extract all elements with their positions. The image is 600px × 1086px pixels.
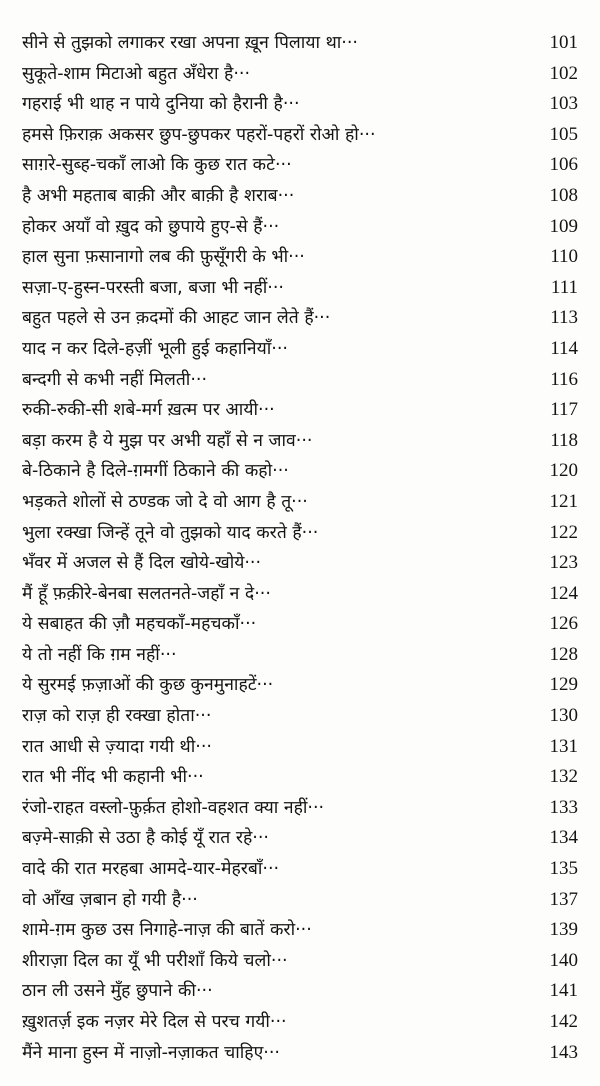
entry-title: रात आधी से ज़्यादा गयी थी··· — [22, 736, 212, 757]
toc-entry — [0, 212, 600, 243]
toc-entry — [0, 946, 600, 977]
entry-title: भुला रक्खा जिन्हें तूने वो तुझको याद करते हैं··· — [22, 522, 319, 543]
entry-title: ये तो नहीं कि ग़म नहीं··· — [22, 644, 177, 665]
toc-entry — [0, 518, 600, 549]
entry-title: वो आँख ज़बान हो गयी है··· — [22, 889, 198, 910]
entry-page-number: 124 — [549, 582, 578, 604]
entry-title: होकर अयाँ वो ख़ुद को छुपाये हुए-से हैं··· — [22, 216, 280, 237]
entry-title: हमसे फ़िराक़ अकसर छुप-छुपकर पहरों-पहरों रोओ हो··· — [22, 124, 376, 145]
entry-page-number: 108 — [549, 184, 578, 206]
entry-title: भड़कते शोलों से ठण्डक जो दे वो आग है तू··· — [22, 491, 308, 512]
toc-entry — [0, 579, 600, 610]
entry-title: बज़्मे-साक़ी से उठा है कोई यूँ रात रहे··· — [22, 828, 269, 849]
entry-page-number: 123 — [549, 552, 578, 574]
entry-page-number: 134 — [549, 827, 578, 849]
toc-entry — [0, 120, 600, 151]
toc-entry — [0, 365, 600, 396]
table-of-contents — [0, 28, 600, 1068]
entry-title: साग़रे-सुब्ह-चकाँ लाओ कि कुछ रात कटे··· — [22, 155, 292, 176]
entry-page-number: 143 — [549, 1041, 578, 1063]
entry-title: ये सबाहत की ज़ौ महचकाँ-महचकाँ··· — [22, 614, 257, 635]
entry-page-number: 141 — [549, 980, 578, 1002]
entry-title: भँवर में अजल से हैं दिल खोये-खोये··· — [22, 553, 262, 574]
toc-entry — [0, 732, 600, 763]
entry-title: बन्दगी से कभी नहीं मिलती··· — [22, 369, 208, 390]
entry-page-number: 113 — [550, 307, 578, 329]
entry-page-number: 110 — [550, 246, 578, 268]
entry-page-number: 102 — [549, 62, 578, 84]
entry-title: सीने से तुझको लगाकर रखा अपना ख़ून पिलाया था··· — [22, 33, 358, 53]
entry-title: बे-ठिकाने है दिले-ग़मगीं ठिकाने की कहो··· — [22, 461, 289, 482]
toc-entry — [0, 181, 600, 212]
entry-title: सुकूते-शाम मिटाओ बहुत अँधेरा है··· — [22, 63, 251, 84]
entry-title: रुकी-रुकी-सी शबे-मर्ग ख़त्म पर आयी··· — [22, 400, 275, 421]
entry-page-number: 142 — [549, 1011, 578, 1032]
entry-page-number: 111 — [550, 276, 578, 298]
entry-title: गहराई भी थाह न पाये दुनिया को हैरानी है··· — [22, 94, 300, 115]
entry-title: रंजो-राहत वस्लो-फ़ुर्क़त होशो-वहशत क्या नहीं··· — [22, 797, 325, 818]
entry-page-number: 106 — [549, 154, 578, 176]
entry-page-number: 105 — [549, 123, 578, 145]
entry-title: राज़ को राज़ ही रक्खा होता··· — [22, 706, 212, 727]
entry-page-number: 139 — [549, 919, 578, 941]
toc-entry — [0, 28, 600, 59]
entry-page-number: 137 — [549, 888, 578, 910]
toc-entry — [0, 426, 600, 457]
entry-title: ठान ली उसने मुँह छुपाने की··· — [22, 981, 213, 1002]
entry-title: है अभी महताब बाक़ी और बाक़ी है शराब··· — [22, 185, 295, 206]
toc-entry — [0, 640, 600, 671]
toc-entry — [0, 915, 600, 946]
entry-title: ये सुरमई फ़ज़ाओं की कुछ कुनमुनाहटें··· — [22, 675, 274, 696]
entry-title: हाल सुना फ़सानागो लब की फ़ुसूँगरी के भी··· — [22, 247, 305, 268]
entry-page-number: 130 — [549, 705, 578, 727]
toc-entry — [0, 59, 600, 90]
entry-page-number: 126 — [549, 613, 578, 635]
entry-page-number: 132 — [549, 766, 578, 788]
toc-entry — [0, 273, 600, 304]
toc-entry — [0, 609, 600, 640]
toc-entry — [0, 548, 600, 579]
toc-entry — [0, 1038, 600, 1069]
entry-title: रात भी नींद भी कहानी भी··· — [22, 767, 204, 788]
entry-page-number: 122 — [549, 521, 578, 543]
toc-entry — [0, 762, 600, 793]
entry-page-number: 103 — [549, 93, 578, 115]
entry-page-number: 140 — [549, 949, 578, 971]
entry-page-number: 129 — [549, 674, 578, 696]
entry-title: वादे की रात मरहबा आमदे-यार-मेहरबाँ··· — [22, 859, 280, 880]
entry-page-number: 118 — [550, 429, 578, 451]
toc-entry — [0, 334, 600, 365]
entry-title: शामे-ग़म कुछ उस निगाहे-नाज़ की बातें करो··· — [22, 920, 312, 941]
toc-entry — [0, 976, 600, 1007]
entry-page-number: 133 — [549, 796, 578, 818]
entry-page-number: 128 — [549, 643, 578, 665]
entry-title: ख़ुशतर्ज़ इक नज़र मेरे दिल से परच गयी··· — [22, 1012, 287, 1032]
entry-page-number: 120 — [549, 460, 578, 482]
entry-page-number: 109 — [549, 215, 578, 237]
toc-entry — [0, 487, 600, 518]
entry-page-number: 101 — [549, 32, 578, 53]
toc-entry — [0, 456, 600, 487]
entry-title: याद न कर दिले-हज़ीं भूली हुई कहानियाँ··· — [22, 338, 288, 359]
toc-entry — [0, 1007, 600, 1038]
entry-title: शीराज़ा दिल का यूँ भी परीशाँ किये चलो··· — [22, 950, 288, 971]
entry-title: बहुत पहले से उन क़दमों की आहट जान लेते हैं··· — [22, 308, 331, 329]
entry-page-number: 135 — [549, 858, 578, 880]
toc-entry — [0, 150, 600, 181]
toc-entry — [0, 854, 600, 885]
toc-entry — [0, 670, 600, 701]
entry-title: बड़ा करम है ये मुझ पर अभी यहाँ से न जाव··· — [22, 430, 313, 451]
entry-page-number: 116 — [550, 368, 578, 390]
toc-entry — [0, 395, 600, 426]
entry-title: मैं हूँ फ़क़ीरे-बेनबा सलतनते-जहाँ न दे··· — [22, 583, 271, 604]
toc-entry — [0, 89, 600, 120]
toc-entry — [0, 303, 600, 334]
entry-title: मैंने माना हुस्न में नाज़ो-नज़ाकत चाहिए··· — [22, 1042, 280, 1063]
entry-page-number: 131 — [549, 735, 578, 757]
toc-entry — [0, 793, 600, 824]
toc-entry — [0, 823, 600, 854]
entry-page-number: 114 — [550, 337, 578, 359]
entry-title: सज़ा-ए-हुस्न-परस्ती बजा, बजा भी नहीं··· — [22, 277, 284, 298]
entry-page-number: 117 — [550, 399, 578, 421]
toc-entry — [0, 701, 600, 732]
toc-entry — [0, 242, 600, 273]
toc-entry — [0, 885, 600, 916]
entry-page-number: 121 — [549, 490, 578, 512]
